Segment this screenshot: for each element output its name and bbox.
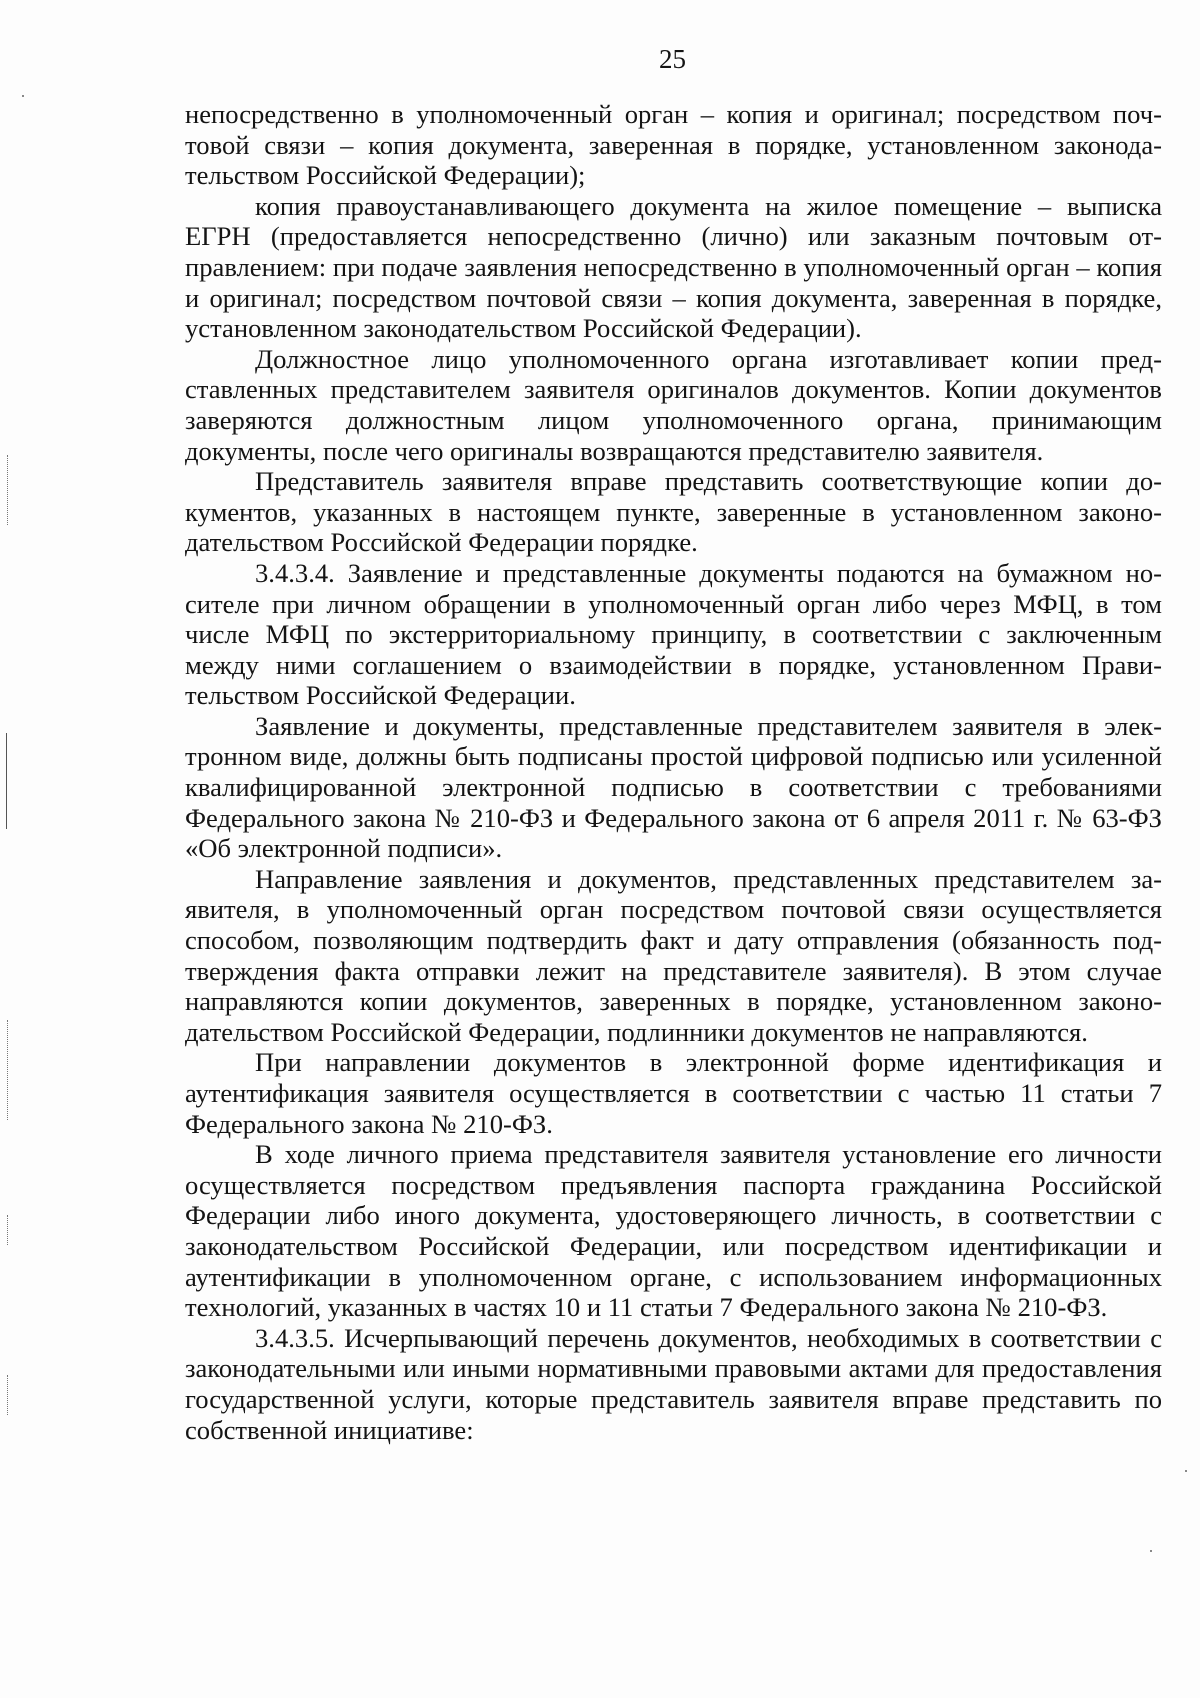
paragraph: непосредственно в уполномоченный орган – копия и оригинал; посредством почтовой связи – копия документа, заверенная в порядке, установленном законодательством Российской Федерации); (185, 99, 1162, 191)
paragraph: Должностное лицо уполномоченного органа изготавливает копии представленных представителем заявителя оригиналов документов. Копии документов заверяются должностным лицом уполномоченного органа, принимающим документы, после чего оригиналы возвращаются представителю заявителя. (185, 343, 1162, 466)
document-body (185, 99, 1162, 1445)
paragraph: 3.4.3.4. Заявление и представленные документы подаются на бумажном носителе при личном обращении в уполномоченный орган либо через МФЦ, в том числе МФЦ по экстерриториальному принципу, в соответствии с заключенным между ними соглашением о взаимодействии в порядке, установленном Правительством Российской Федерации. (185, 557, 1162, 711)
scan-margin-mark (7, 1215, 9, 1245)
scan-margin-mark (6, 733, 7, 829)
paragraph: Представитель заявителя вправе представить соответствующие копии документов, указанных в настоящем пункте, заверенные в установленном законодательством Российской Федерации порядке. (185, 466, 1162, 558)
scan-margin-mark (7, 455, 9, 525)
scan-margin-mark (7, 1375, 9, 1415)
paragraph: Заявление и документы, представленные представителем заявителя в электронном виде, должны быть подписаны простой цифровой подписью или усиленной квалифицированной электронной подписью в соответствии с требованиями Федерального закона № 210-ФЗ и Федерального закона от 6 апреля 2011 г. № 63-ФЗ «Об электронной подписи». (185, 710, 1162, 864)
scan-speck (1150, 1550, 1152, 1552)
paragraph: При направлении документов в электронной форме идентификация и аутентификация заявителя осуществляется в соответствии с частью 11 статьи 7 Федерального закона № 210-ФЗ. (185, 1047, 1162, 1139)
scan-speck (22, 95, 24, 97)
page-number: 25 (659, 44, 686, 74)
paragraph: 3.4.3.5. Исчерпывающий перечень документов, необходимых в соответствии с законодательными или иными нормативными правовыми актами для предоставления государственной услуги, которые представитель заявителя вправе представить по собственной инициативе: (185, 1322, 1162, 1445)
paragraph: Направление заявления и документов, представленных представителем заявителя, в уполномоченный орган посредством почтовой связи осуществляется способом, позволяющим подтвердить факт и дату отправления (обязанность подтверждения факта отправки лежит на представителе заявителя). В этом случае направляются копии документов, заверенных в порядке, установленном законодательством Российской Федерации, подлинники документов не направляются. (185, 863, 1162, 1047)
scan-speck (1185, 1470, 1187, 1472)
scan-margin-mark (7, 1020, 9, 1120)
paragraph: В ходе личного приема представителя заявителя установление его личности осуществляется посредством предъявления паспорта гражданина Российской Федерации либо иного документа, удостоверяющего личность, в соответствии с законодательством Российской Федерации, или посредством идентификации и аутентификации в уполномоченном органе, с использованием информационных технологий, указанных в частях 10 и 11 статьи 7 Федерального закона № 210-ФЗ. (185, 1139, 1162, 1323)
paragraph: копия правоустанавливающего документа на жилое помещение – выписка ЕГРН (предоставляется непосредственно (лично) или заказным почтовым отправлением: при подаче заявления непосредственно в уполномоченный орган – копия и оригинал; посредством почтовой связи – копия документа, заверенная в порядке, установленном законодательством Российской Федерации). (185, 190, 1162, 344)
